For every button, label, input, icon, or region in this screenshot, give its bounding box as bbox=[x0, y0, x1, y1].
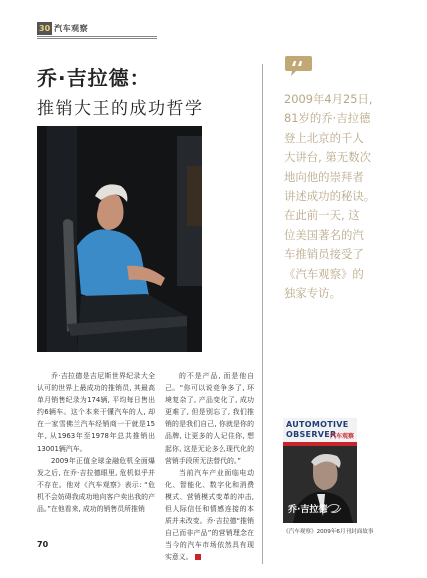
cover-title-line1: AUTOMOTIVE bbox=[286, 420, 349, 429]
body-paragraph: 2009年正值全球金融危机全面爆发之后, 在乔·吉拉德眼里, 危机似乎并不存在。他对《汽车观察》表示: “危机不会妨碍我成功地向客户卖出我的产品。”在他看来, 成功的销售员所推销 bbox=[37, 456, 155, 514]
body-column-left bbox=[37, 370, 155, 515]
portrait-photo bbox=[37, 126, 202, 352]
cover-caption: 《汽车观察》2009年6月刊封面故事 bbox=[283, 529, 374, 535]
intro-line: 81岁的乔·吉拉德 bbox=[284, 111, 371, 126]
intro-line: 车推销员接受了 bbox=[284, 247, 364, 262]
body-paragraph: 的不是产品, 而是他自己。“你可以说竞争多了, 环境复杂了, 产品变化了, 成功更难了, 但是别忘了, 我们推销的是我们自己, 你就是你的品牌, 让更多的人记住你, 想起你, 这是无论多么现代化的营销手段所无法替代的。” bbox=[165, 372, 254, 465]
cover-person-name: 乔·吉拉德 bbox=[288, 505, 328, 515]
end-square-icon bbox=[195, 554, 201, 560]
header-rule bbox=[37, 36, 157, 37]
body-paragraph-text: 当前汽车产业面临电动化、智能化、数字化和消费模式、营销模式变革的冲击, 但人际信任和情感连接的本质并未改变。乔·吉拉德“推销自己而非产品”的营销理念在当今的汽车市场依然具有现实意义。 bbox=[165, 468, 254, 562]
article-subtitle: 推销大王的成功哲学 bbox=[37, 99, 204, 119]
article-title: 乔·吉拉德： bbox=[37, 66, 151, 90]
magazine-header bbox=[37, 22, 88, 35]
column-divider bbox=[262, 64, 263, 564]
body-paragraph: 乔·吉拉德是吉尼斯世界纪录大全认可的世界上最成功的推销员, 其最高单月销售纪录为174辆, 平均每日售出约6辆车。这个本来干懂汽车的人, 却在一家雪佛兰汽车经销商一干就是15年, 从1963年至1978年总共推销出13001辆汽车。 bbox=[37, 372, 155, 453]
intro-line: 登上北京的千人 bbox=[284, 130, 364, 145]
page-number: 70 bbox=[37, 540, 49, 549]
intro-line: 位美国著名的汽 bbox=[284, 227, 364, 242]
magazine-name: 汽车观察 bbox=[54, 24, 89, 33]
cover-title-line2: OBSERVER bbox=[286, 430, 337, 439]
header-rule-lower bbox=[37, 38, 157, 39]
intro-line: 独家专访。 bbox=[284, 286, 341, 301]
intro-line: 讲述成功的秘诀。 bbox=[284, 189, 376, 204]
magazine-cover bbox=[283, 418, 357, 523]
intro-line: 大讲台, 第无数次 bbox=[284, 150, 371, 165]
body-paragraph bbox=[165, 467, 254, 564]
intro-line: 在此前一天, 这 bbox=[284, 208, 360, 223]
intro-line: 地向他的崇拜者 bbox=[284, 169, 364, 184]
speech-bubble-quote-icon bbox=[284, 55, 313, 77]
intro-text bbox=[284, 90, 399, 303]
page-badge: 30 bbox=[39, 24, 51, 33]
intro-line: 《汽车观察》的 bbox=[284, 266, 364, 281]
intro-line: 2009年4月25日, bbox=[284, 92, 373, 106]
body-column-right bbox=[165, 370, 254, 564]
cover-title-cn: 汽车观察 bbox=[330, 433, 355, 440]
